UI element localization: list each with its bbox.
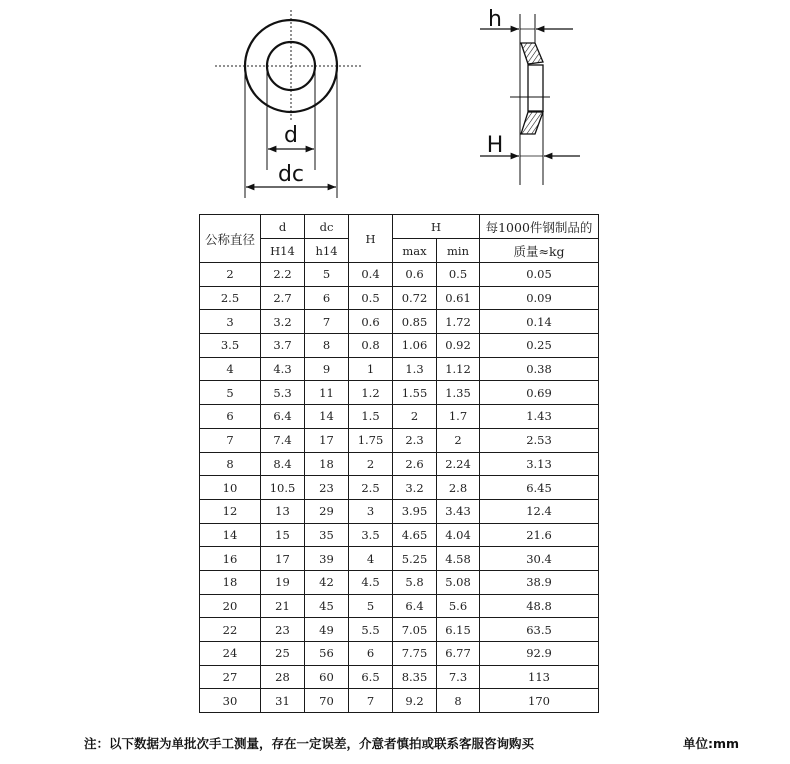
cell-nominal: 2.5 — [200, 286, 261, 310]
cell-d: 13 — [261, 499, 305, 523]
washer-bottom-section — [521, 112, 543, 134]
front-view — [215, 10, 362, 198]
cell-H-min: 6.15 — [437, 618, 480, 642]
cell-dc: 18 — [305, 452, 349, 476]
cell-mass: 0.38 — [480, 357, 599, 381]
washer-bore — [528, 65, 543, 111]
cell-h: 1.2 — [349, 381, 393, 405]
cell-nominal: 22 — [200, 618, 261, 642]
cell-mass: 0.05 — [480, 263, 599, 287]
cell-nominal: 3.5 — [200, 334, 261, 358]
cell-H-min: 3.43 — [437, 499, 480, 523]
table-row — [200, 310, 599, 334]
cell-dc: 9 — [305, 357, 349, 381]
cell-nominal: 14 — [200, 523, 261, 547]
cell-H-min: 0.92 — [437, 334, 480, 358]
table-row — [200, 381, 599, 405]
cell-H-min: 6.77 — [437, 642, 480, 666]
cell-d: 21 — [261, 594, 305, 618]
cell-H-max: 6.4 — [393, 594, 437, 618]
cell-dc: 7 — [305, 310, 349, 334]
cell-H-max: 3.95 — [393, 499, 437, 523]
side-view — [480, 7, 580, 185]
unit-label: 单位:mm — [683, 736, 740, 751]
table-row — [200, 665, 599, 689]
cell-H-max: 5.25 — [393, 547, 437, 571]
table-row — [200, 618, 599, 642]
cell-H-max: 1.3 — [393, 357, 437, 381]
cell-dc: 5 — [305, 263, 349, 287]
table-row — [200, 499, 599, 523]
header-dc: dc — [305, 215, 349, 239]
cell-nominal: 24 — [200, 642, 261, 666]
cell-h: 6.5 — [349, 665, 393, 689]
cell-dc: 17 — [305, 428, 349, 452]
cell-d: 7.4 — [261, 428, 305, 452]
cell-dc: 49 — [305, 618, 349, 642]
cell-dc: 23 — [305, 476, 349, 500]
cell-dc: 6 — [305, 286, 349, 310]
cell-d: 8.4 — [261, 452, 305, 476]
cell-mass: 6.45 — [480, 476, 599, 500]
table-row — [200, 594, 599, 618]
header-nominal-diameter: 公称直径 — [200, 215, 261, 263]
table-row — [200, 523, 599, 547]
table-row — [200, 263, 599, 287]
cell-d: 28 — [261, 665, 305, 689]
cell-nominal: 6 — [200, 405, 261, 429]
cell-H-max: 2.6 — [393, 452, 437, 476]
cell-H-max: 9.2 — [393, 689, 437, 713]
cell-dc: 35 — [305, 523, 349, 547]
cell-d: 23 — [261, 618, 305, 642]
cell-H-max: 2 — [393, 405, 437, 429]
d-label: d — [284, 123, 298, 148]
header-H-group: H — [393, 215, 480, 239]
cell-d: 19 — [261, 570, 305, 594]
cell-H-min: 5.08 — [437, 570, 480, 594]
cell-mass: 63.5 — [480, 618, 599, 642]
cell-h: 4 — [349, 547, 393, 571]
cell-h: 5 — [349, 594, 393, 618]
cell-mass: 0.09 — [480, 286, 599, 310]
cell-d: 2.2 — [261, 263, 305, 287]
cell-dc: 45 — [305, 594, 349, 618]
cell-h: 1.5 — [349, 405, 393, 429]
cell-nominal: 3 — [200, 310, 261, 334]
table-row — [200, 476, 599, 500]
table-row — [200, 405, 599, 429]
table-row — [200, 689, 599, 713]
cell-d: 6.4 — [261, 405, 305, 429]
table-row — [200, 570, 599, 594]
cell-dc: 8 — [305, 334, 349, 358]
cell-d: 5.3 — [261, 381, 305, 405]
cell-h: 3 — [349, 499, 393, 523]
cell-mass: 170 — [480, 689, 599, 713]
header-h: H — [349, 215, 393, 263]
cell-H-min: 2 — [437, 428, 480, 452]
cell-H-max: 1.06 — [393, 334, 437, 358]
cell-H-max: 7.75 — [393, 642, 437, 666]
washer-top-section — [521, 43, 543, 64]
cell-dc: 70 — [305, 689, 349, 713]
cell-h: 2.5 — [349, 476, 393, 500]
cell-mass: 12.4 — [480, 499, 599, 523]
cell-nominal: 5 — [200, 381, 261, 405]
cell-nominal: 12 — [200, 499, 261, 523]
cell-H-min: 1.35 — [437, 381, 480, 405]
header-H-max: max — [393, 239, 437, 263]
h-label: h — [488, 7, 502, 32]
cell-H-max: 1.55 — [393, 381, 437, 405]
cell-H-max: 3.2 — [393, 476, 437, 500]
cell-dc: 11 — [305, 381, 349, 405]
washer-spec-table — [199, 214, 599, 713]
cell-d: 4.3 — [261, 357, 305, 381]
cell-nominal: 30 — [200, 689, 261, 713]
washer-diagram — [0, 0, 790, 205]
cell-mass: 0.69 — [480, 381, 599, 405]
cell-H-min: 1.7 — [437, 405, 480, 429]
cell-d: 3.2 — [261, 310, 305, 334]
table-row — [200, 452, 599, 476]
header-mass-line2: 质量≈kg — [480, 239, 599, 263]
cell-d: 3.7 — [261, 334, 305, 358]
cell-h: 6 — [349, 642, 393, 666]
table-row — [200, 642, 599, 666]
cell-d: 10.5 — [261, 476, 305, 500]
cell-H-max: 0.72 — [393, 286, 437, 310]
H-label: H — [486, 133, 504, 158]
cell-h: 3.5 — [349, 523, 393, 547]
cell-nominal: 8 — [200, 452, 261, 476]
header-d: d — [261, 215, 305, 239]
cell-mass: 0.25 — [480, 334, 599, 358]
cell-H-min: 2.24 — [437, 452, 480, 476]
cell-H-min: 0.5 — [437, 263, 480, 287]
dc-label: dc — [277, 162, 305, 187]
cell-mass: 1.43 — [480, 405, 599, 429]
cell-H-min: 4.58 — [437, 547, 480, 571]
cell-nominal: 20 — [200, 594, 261, 618]
header-mass-line1: 每1000件钢制品的 — [480, 215, 599, 239]
cell-h: 4.5 — [349, 570, 393, 594]
cell-mass: 48.8 — [480, 594, 599, 618]
cell-H-min: 2.8 — [437, 476, 480, 500]
cell-mass: 92.9 — [480, 642, 599, 666]
header-dc-tolerance: h14 — [305, 239, 349, 263]
cell-d: 17 — [261, 547, 305, 571]
cell-H-max: 0.6 — [393, 263, 437, 287]
cell-mass: 38.9 — [480, 570, 599, 594]
cell-d: 31 — [261, 689, 305, 713]
cell-dc: 29 — [305, 499, 349, 523]
cell-h: 1 — [349, 357, 393, 381]
cell-h: 1.75 — [349, 428, 393, 452]
table-row — [200, 286, 599, 310]
cell-dc: 14 — [305, 405, 349, 429]
cell-H-min: 5.6 — [437, 594, 480, 618]
cell-nominal: 10 — [200, 476, 261, 500]
header-H-min: min — [437, 239, 480, 263]
cell-mass: 30.4 — [480, 547, 599, 571]
cell-d: 25 — [261, 642, 305, 666]
cell-h: 0.8 — [349, 334, 393, 358]
cell-H-min: 1.12 — [437, 357, 480, 381]
cell-h: 0.4 — [349, 263, 393, 287]
cell-H-max: 2.3 — [393, 428, 437, 452]
cell-dc: 60 — [305, 665, 349, 689]
cell-dc: 39 — [305, 547, 349, 571]
cell-h: 0.6 — [349, 310, 393, 334]
cell-mass: 113 — [480, 665, 599, 689]
table-row — [200, 547, 599, 571]
cell-h: 7 — [349, 689, 393, 713]
cell-nominal: 18 — [200, 570, 261, 594]
cell-H-min: 0.61 — [437, 286, 480, 310]
cell-H-max: 7.05 — [393, 618, 437, 642]
cell-H-min: 4.04 — [437, 523, 480, 547]
cell-h: 2 — [349, 452, 393, 476]
cell-H-min: 7.3 — [437, 665, 480, 689]
cell-d: 2.7 — [261, 286, 305, 310]
cell-h: 0.5 — [349, 286, 393, 310]
cell-dc: 42 — [305, 570, 349, 594]
cell-mass: 21.6 — [480, 523, 599, 547]
cell-dc: 56 — [305, 642, 349, 666]
table-row — [200, 334, 599, 358]
table-row — [200, 357, 599, 381]
cell-H-min: 8 — [437, 689, 480, 713]
cell-H-max: 5.8 — [393, 570, 437, 594]
cell-nominal: 16 — [200, 547, 261, 571]
table-row — [200, 428, 599, 452]
cell-nominal: 7 — [200, 428, 261, 452]
cell-H-max: 4.65 — [393, 523, 437, 547]
cell-d: 15 — [261, 523, 305, 547]
measurement-note: 注：以下数据为单批次手工测量，存在一定误差，介意者慎拍或联系客服咨询购买 — [84, 736, 535, 751]
cell-nominal: 2 — [200, 263, 261, 287]
cell-h: 5.5 — [349, 618, 393, 642]
cell-H-max: 8.35 — [393, 665, 437, 689]
cell-nominal: 4 — [200, 357, 261, 381]
header-d-tolerance: H14 — [261, 239, 305, 263]
cell-mass: 0.14 — [480, 310, 599, 334]
cell-H-max: 0.85 — [393, 310, 437, 334]
cell-mass: 3.13 — [480, 452, 599, 476]
cell-H-min: 1.72 — [437, 310, 480, 334]
cell-nominal: 27 — [200, 665, 261, 689]
cell-mass: 2.53 — [480, 428, 599, 452]
